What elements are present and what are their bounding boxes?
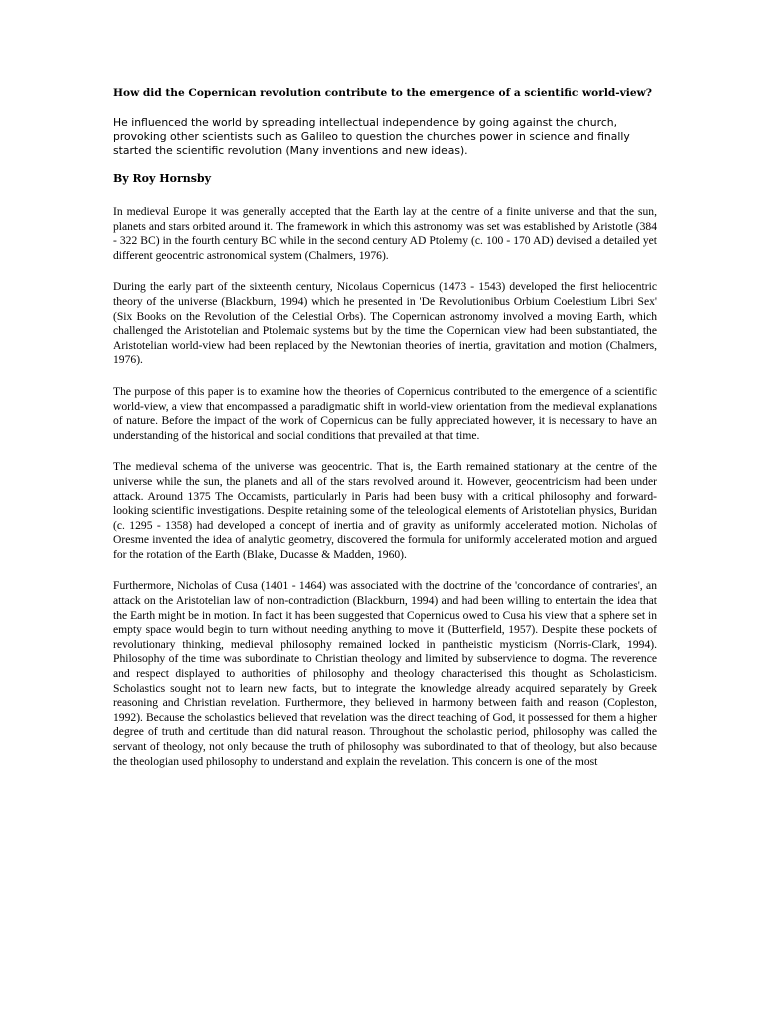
- document-title: How did the Copernican revolution contribute to the emergence of a scientific world-view?: [113, 87, 652, 99]
- paragraph-2: During the early part of the sixteenth century, Nicolaus Copernicus (1473 - 1543) developed the first heliocentric theory of the universe (Blackburn, 1994) which he presented in 'De Revolutionibus Orbium Coelestium Libri Sex' (Six Books on the Revolution of the Celestial Orbs). The Copernican astronomy involved a moving Earth, which challenged the Aristotelian and Ptolemaic systems but by the time the Copernican view had been substantiated, the Aristotelian world-view had been replaced by the Newtonian theories of inertia, gravitation and motion (Chalmers, 1976).: [113, 280, 657, 367]
- paragraph-1: In medieval Europe it was generally accepted that the Earth lay at the centre of a finite universe and that the sun, planets and stars orbited around it. The framework in which this astronomy was set was established by Aristotle (384 - 322 BC) in the fourth century BC while in the second century AD Ptolemy (c. 100 - 170 AD) devised a detailed yet different geocentric astronomical system (Chalmers, 1976).: [113, 205, 657, 262]
- paragraph-3: The purpose of this paper is to examine how the theories of Copernicus contributed to the emergence of a scientific world-view, a view that encompassed a paradigmatic shift in world-view orientation from the medieval explanations of nature. Before the impact of the work of Copernicus can be fully appreciated however, it is necessary to have an understanding of the historical and social conditions that prevailed at that time.: [113, 384, 657, 442]
- document-page: [113, 86, 657, 786]
- paragraph-5: Furthermore, Nicholas of Cusa (1401 - 1464) was associated with the doctrine of the 'concordance of contraries', an attack on the Aristotelian law of non-contradiction (Blackburn, 1994) and had been willing to entertain the idea that the Earth might be in motion. In fact it has been suggested that Copernicus owed to Cusa his view that a sphere set in empty space would begin to turn without needing anything to move it (Butterfield, 1957). Despite these pockets of revolutionary thinking, medieval philosophy remained locked in pantheistic mysticism (Norris-Clark, 1994). Philosophy of the time was subordinate to Christian theology and limited by subservience to dogma. The reverence and respect displayed to authorities of philosophy and theology characterised this thought as Scholasticism. Scholastics sought not to learn new facts, but to integrate the knowledge already acquired separately by Greek reasoning and Christian revelation. Furthermore, they believed in harmony between faith and reason (Copleston, 1992). Because the scholastics believed that revelation was the direct teaching of God, it possessed for them a higher degree of truth and certitude than did natural reason. Throughout the scholastic period, philosophy was called the servant of theology, not only because the truth of philosophy was subordinated to that of theology, but also because the theologian used philosophy to understand and explain the revelation. This concern is one of the most: [113, 579, 657, 768]
- paragraph-4: The medieval schema of the universe was geocentric. That is, the Earth remained stationary at the centre of the universe while the sun, the planets and all of the stars revolved around it. However, geocentricism had been under attack. Around 1375 The Occamists, particularly in Paris had been busy with a critical philosophy and forward-looking scientific investigations. Despite retaining some of the teleological elements of Aristotelian physics, Buridan (c. 1295 - 1358) had developed a concept of inertia and of gravity as uniformly accelerated motion. Nicholas of Oresme invented the idea of analytic geometry, discovered the formula for uniformly accelerated motion and argued for the rotation of the Earth (Blake, Ducasse & Madden, 1960).: [113, 460, 657, 561]
- author-byline: By Roy Hornsby: [113, 172, 212, 185]
- answer-summary: He influenced the world by spreading intellectual independence by going against the church, provoking other scientists such as Galileo to question the churches power in science and finally started the scientific revolution (Many inventions and new ideas).: [113, 116, 630, 157]
